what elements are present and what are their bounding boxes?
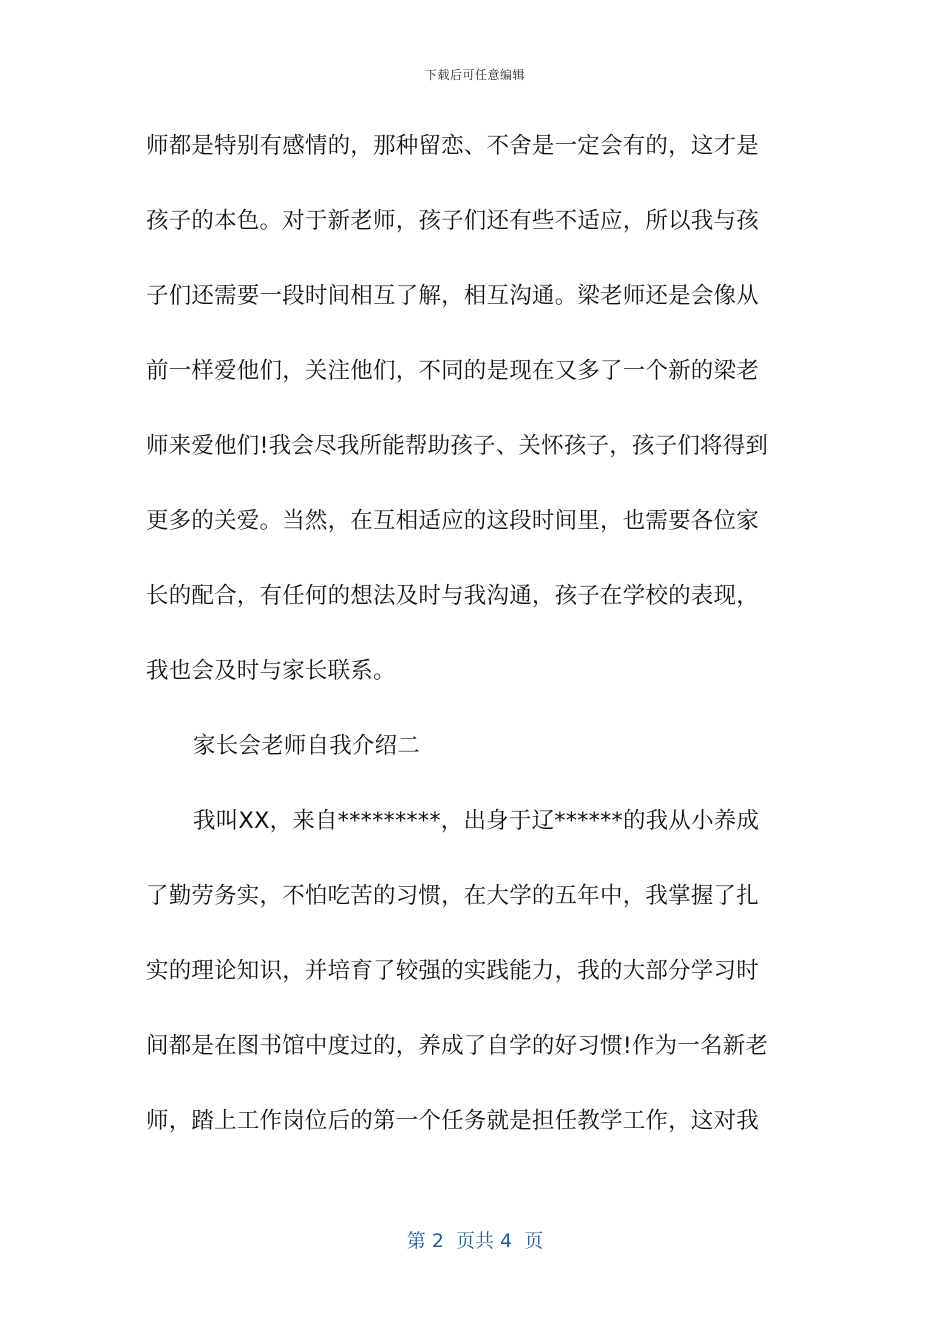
page-header: 下载后可任意编辑: [424, 68, 525, 82]
body-line: 间都是在图书馆中度过的，养成了自学的好习惯!作为一名新老: [146, 1033, 769, 1059]
body-line: 实的理论知识，并培育了较强的实践能力，我的大部分学习时: [146, 958, 759, 984]
body-line: 师来爱他们!我会尽我所能帮助孩子、关怀孩子，孩子们将得到: [146, 433, 769, 459]
body-line: 子们还需要一段时间相互了解，相互沟通。梁老师还是会像从: [146, 283, 759, 309]
body-line: 了勤劳务实，不怕吃苦的习惯，在大学的五年中，我掌握了扎: [146, 883, 759, 909]
body-line: 师，踏上工作岗位后的第一个任务就是担任教学工作，这对我: [146, 1108, 759, 1134]
body-line: 长的配合，有任何的想法及时与我沟通，孩子在学校的表现，: [146, 583, 759, 609]
document-body: [146, 120, 806, 1170]
body-line: 我也会及时与家长联系。: [146, 658, 396, 684]
page-number-footer: 第 2 页共 4 页: [406, 1230, 544, 1252]
body-line: 更多的关爱。当然，在互相适应的这段时间里，也需要各位家: [146, 508, 759, 534]
paragraph-first-line: 我叫XX，来自*********，出身于辽******的我从小养成: [193, 808, 760, 834]
body-line: 孩子的本色。对于新老师，孩子们还有些不适应，所以我与孩: [146, 208, 759, 234]
body-line: 前一样爱他们，关注他们，不同的是现在又多了一个新的梁老: [146, 358, 759, 384]
section-heading: 家长会老师自我介绍二: [193, 733, 421, 759]
body-line: 师都是特别有感情的，那种留恋、不舍是一定会有的，这才是: [146, 133, 759, 159]
